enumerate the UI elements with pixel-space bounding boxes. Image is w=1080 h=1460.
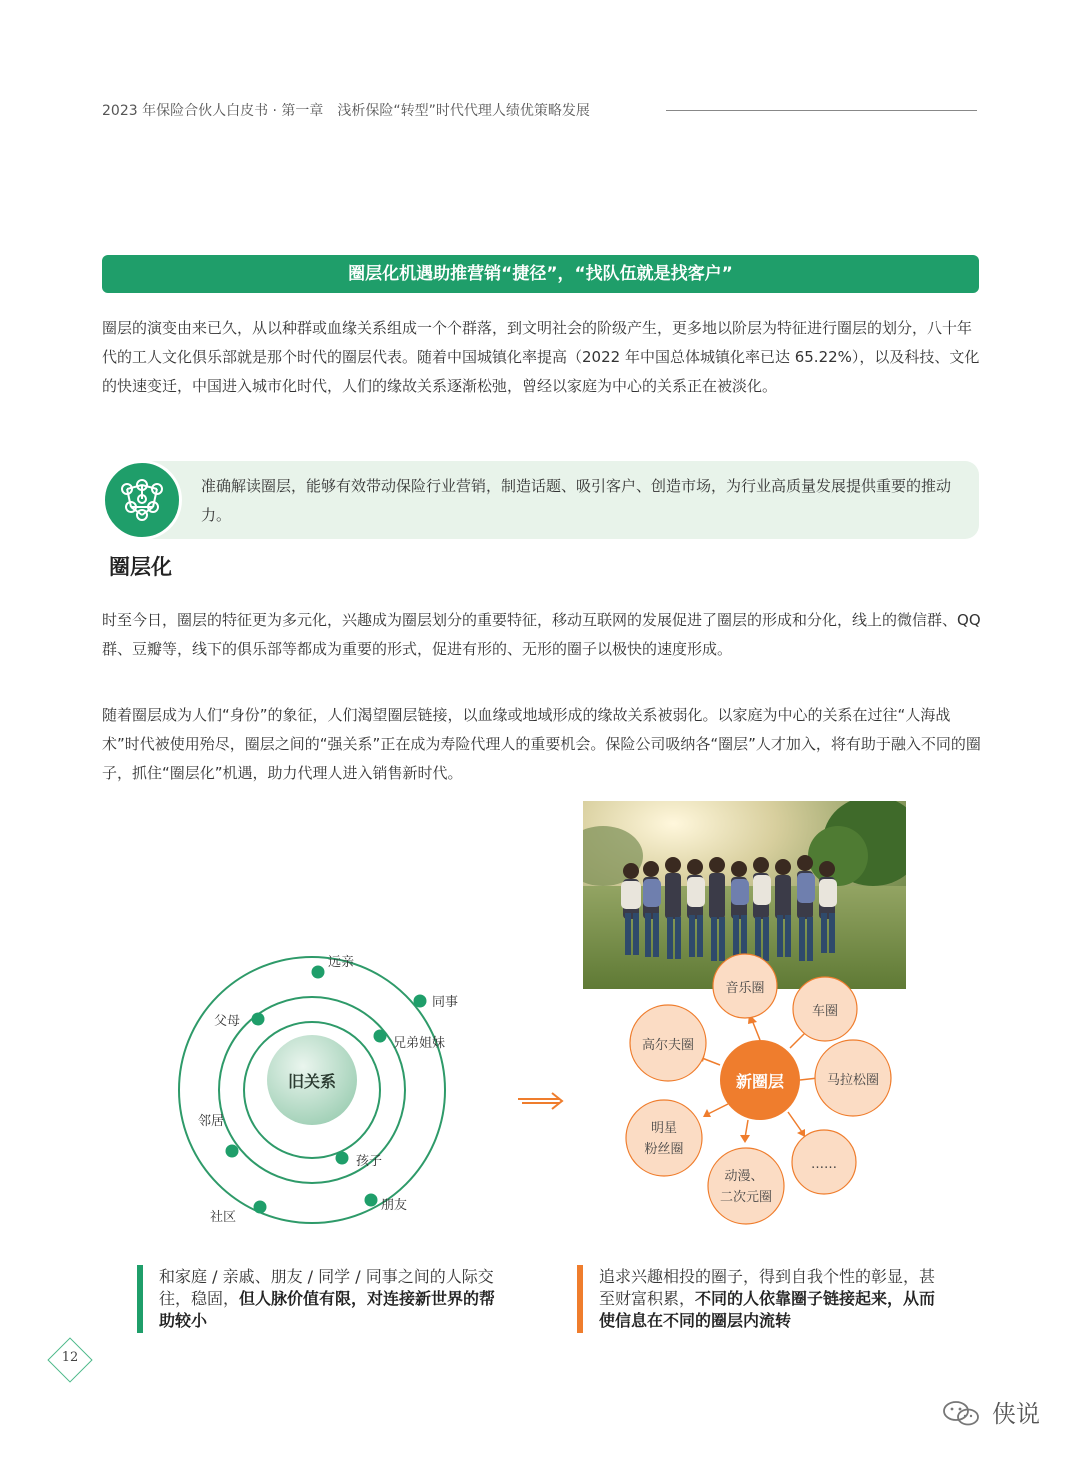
caption-left-emphasis: 但人脉价值有限，对连接新世界的帮助较小 xyxy=(159,1289,496,1330)
node-label-community: 社区 xyxy=(210,1210,237,1225)
label-more: …… xyxy=(811,1157,837,1172)
body-paragraph-3: 随着圈层成为人们“身份”的象征，人们渴望圈层链接，以血缘或地域形成的缘故关系被弱化。以家庭为中心的关系在过往“人海战术”时代被使用殆尽，圈层之间的“强关系”正在成为寿险代理人的重要机会。保险公司吸纳各“圈层”人才加入，将有助于融入不同的圈子，抓住“圈层化”机遇，助力代理人进入销售新时代。 xyxy=(102,706,981,782)
section-banner: 圈层化机遇助推营销“捷径”，“找队伍就是找客户” xyxy=(102,255,979,293)
node-label-children: 孩子 xyxy=(356,1154,383,1169)
label-golf: 高尔夫圈 xyxy=(641,1038,695,1053)
node-label-siblings: 兄弟姐妹 xyxy=(393,1036,446,1051)
page-number: 12 xyxy=(61,1350,79,1365)
transition-arrow-icon xyxy=(518,1093,562,1109)
running-header: 2023 年保险合伙人白皮书 · 第一章 浅析保险“转型”时代代理人绩优策略发展 xyxy=(102,103,590,119)
node-dot-parents xyxy=(252,1013,265,1026)
label-marathon: 马拉松圈 xyxy=(826,1073,880,1088)
caption-bar-left xyxy=(137,1265,143,1333)
node-label-parents: 父母 xyxy=(214,1014,241,1029)
section-title: 圈层化 xyxy=(109,555,172,579)
watermark-text: 侠说 xyxy=(992,1400,1040,1428)
node-dot-siblings xyxy=(374,1030,387,1043)
caption-left-text: 和家庭 / 亲戚、朋友 / 同学 / 同事之间的人际交往，稳固， xyxy=(159,1267,494,1308)
circle-star-fans xyxy=(626,1100,702,1176)
wechat-icon xyxy=(938,1398,990,1428)
node-dot-colleagues xyxy=(414,995,427,1008)
circle-anime xyxy=(708,1148,784,1224)
label-anime-1: 动漫、 xyxy=(724,1169,764,1184)
new-circles-label: 新圈层 xyxy=(735,1072,785,1091)
node-dot-children xyxy=(336,1152,349,1165)
caption-right-emphasis: 不同的人依靠圈子链接起来，从而使信息在不同的圈层内流转 xyxy=(599,1289,936,1330)
label-star-2: 粉丝圈 xyxy=(644,1142,684,1157)
intro-paragraph: 圈层的演变由来已久，从以种群或血缘关系组成一个个群落，到文明社会的阶级产生，更多地以阶层为特征进行圈层的划分，八十年代的工人文化俱乐部就是那个时代的圈层代表。随着中国城镇化率提高（2022 年中国总体城镇化率已达 65.22%），以及科技、文化的快速变迁，中国进入城市化时代，人们的缘故关系逐渐松弛，曾经以家庭为中心的关系正在被淡化。 xyxy=(102,319,980,395)
body-paragraph-2: 时至今日，圈层的特征更为多元化，兴趣成为圈层划分的重要特征，移动互联网的发展促进了圈层的形成和分化，线上的微信群、QQ 群、豆瓣等，线下的俱乐部等都成为重要的形式，促进有形的、无形的圈子以极快的速度形成。 xyxy=(102,611,981,658)
label-car: 车圈 xyxy=(811,1004,839,1019)
caption-bar-right xyxy=(577,1265,583,1333)
caption-right-text: 追求兴趣相投的圈子，得到自我个性的彰显，甚至财富积累， xyxy=(599,1267,936,1308)
label-star-1: 明星 xyxy=(650,1121,678,1136)
node-dot-neighbors xyxy=(226,1145,239,1158)
node-dot-distant-relatives xyxy=(312,966,325,979)
node-label-distant-relatives: 远亲 xyxy=(328,955,355,970)
label-anime-2: 二次元圈 xyxy=(719,1190,773,1205)
node-label-neighbors: 邻居 xyxy=(198,1114,225,1129)
node-dot-friends xyxy=(365,1194,378,1207)
old-relations-label: 旧关系 xyxy=(287,1072,337,1091)
label-music: 音乐圈 xyxy=(725,981,765,996)
caption-left xyxy=(159,1266,504,1332)
node-label-friends: 朋友 xyxy=(381,1198,408,1213)
node-dot-community xyxy=(254,1201,267,1214)
caption-right xyxy=(599,1266,944,1332)
node-label-colleagues: 同事 xyxy=(432,995,459,1010)
callout-text: 准确解读圈层，能够有效带动保险行业营销，制造话题、吸引客户、创造市场，为行业高质量发展提供重要的推动力。 xyxy=(201,477,952,524)
